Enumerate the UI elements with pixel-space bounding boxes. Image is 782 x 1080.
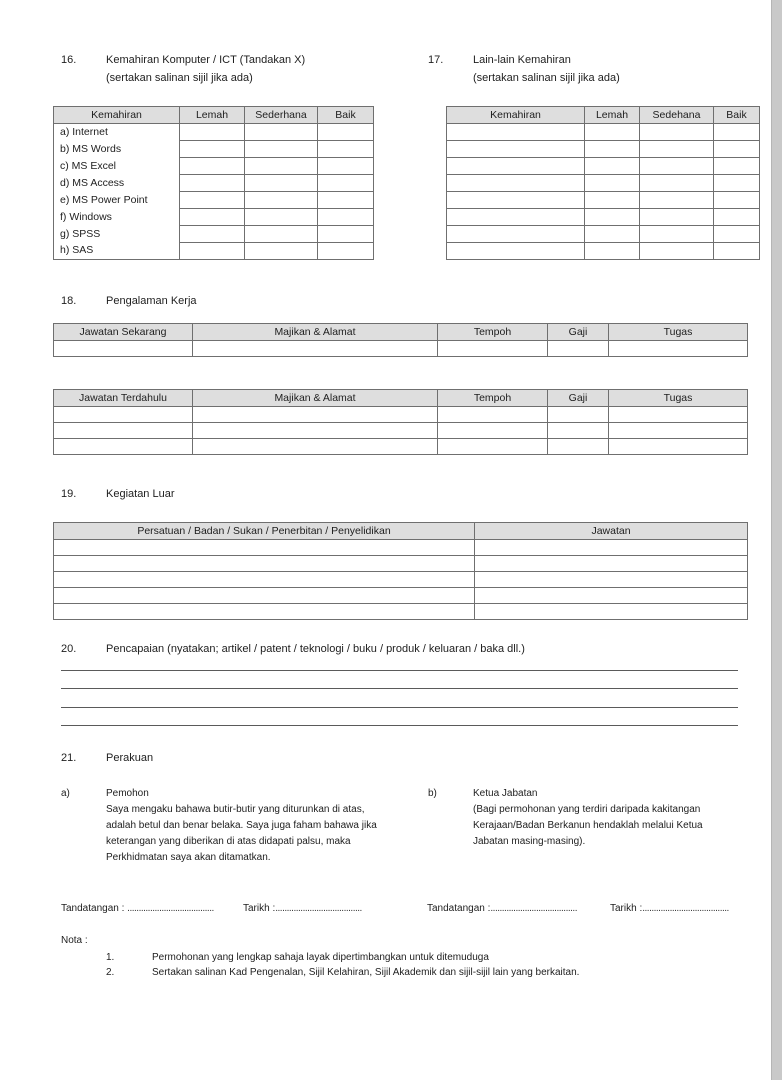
table-cell[interactable] xyxy=(180,209,245,226)
section-16-subtitle: (sertakan salinan sijil jika ada) xyxy=(106,72,253,84)
date-dots: ...................................... xyxy=(275,903,362,914)
table-cell[interactable] xyxy=(548,407,609,423)
activities-table xyxy=(53,522,748,620)
table-cell[interactable] xyxy=(585,124,640,141)
table-cell[interactable] xyxy=(714,209,760,226)
skill-label: d) MS Access xyxy=(54,175,180,192)
table-cell[interactable] xyxy=(609,341,748,357)
date-field-applicant[interactable] xyxy=(243,903,362,914)
column-header: Jawatan xyxy=(475,523,748,540)
current-job-table xyxy=(53,323,748,357)
column-header: Tugas xyxy=(609,324,748,341)
table-header-row xyxy=(54,390,748,407)
table-cell[interactable] xyxy=(180,158,245,175)
date-label: Tarikh : xyxy=(243,903,276,914)
section-16-title: Kemahiran Komputer / ICT (Tandakan X) xyxy=(106,54,306,66)
table-cell[interactable] xyxy=(475,556,748,572)
table-row xyxy=(447,243,760,260)
declaration-b-line: Jabatan masing-masing). xyxy=(473,836,586,847)
table-cell[interactable] xyxy=(640,141,714,158)
column-header: Tempoh xyxy=(438,324,548,341)
table-cell[interactable] xyxy=(714,192,760,209)
previous-job-table xyxy=(53,389,748,455)
signature-dots: ...................................... xyxy=(490,903,577,914)
table-cell[interactable] xyxy=(193,341,438,357)
table-cell[interactable] xyxy=(447,226,585,243)
table-cell[interactable] xyxy=(438,407,548,423)
table-cell[interactable] xyxy=(714,124,760,141)
table-cell[interactable] xyxy=(193,439,438,455)
table-cell[interactable] xyxy=(714,158,760,175)
table-row xyxy=(54,407,748,423)
table-cell[interactable] xyxy=(585,243,640,260)
column-header: Sederhana xyxy=(245,107,318,124)
table-cell[interactable] xyxy=(318,124,374,141)
table-cell[interactable] xyxy=(714,141,760,158)
table-cell[interactable] xyxy=(54,423,193,439)
declaration-b-line: (Bagi permohonan yang terdiri daripada kakitangan xyxy=(473,804,701,815)
table-cell[interactable] xyxy=(54,341,193,357)
table-cell[interactable] xyxy=(180,141,245,158)
table-row xyxy=(54,572,748,588)
table-cell[interactable] xyxy=(640,209,714,226)
declaration-a-line: keterangan yang diberikan di atas didapati palsu, maka xyxy=(106,836,351,847)
table-cell[interactable] xyxy=(438,439,548,455)
table-cell[interactable] xyxy=(245,226,318,243)
column-header: Baik xyxy=(318,107,374,124)
table-cell[interactable] xyxy=(714,175,760,192)
column-header: Gaji xyxy=(548,324,609,341)
table-cell[interactable] xyxy=(609,439,748,455)
table-cell[interactable] xyxy=(54,407,193,423)
table-cell[interactable] xyxy=(318,209,374,226)
signature-label: Tandatangan : xyxy=(61,903,128,914)
date-dots: ...................................... xyxy=(642,903,729,914)
table-row xyxy=(447,192,760,209)
declaration-a-line: Saya mengaku bahawa butir-butir yang diturunkan di atas, xyxy=(106,804,365,815)
table-header-row xyxy=(54,324,748,341)
table-cell[interactable] xyxy=(318,226,374,243)
skill-label: b) MS Words xyxy=(54,141,180,158)
section-18-title: Pengalaman Kerja xyxy=(106,295,197,307)
table-cell[interactable] xyxy=(714,243,760,260)
section-19-number: 19. xyxy=(61,488,77,500)
column-header: Kemahiran xyxy=(54,107,180,124)
table-row xyxy=(54,192,374,209)
declaration-a-heading: Pemohon xyxy=(106,788,149,799)
table-cell[interactable] xyxy=(447,158,585,175)
skill-label: h) SAS xyxy=(54,243,180,260)
table-row xyxy=(447,141,760,158)
achievement-line[interactable] xyxy=(61,670,738,671)
table-header-row xyxy=(54,523,748,540)
column-header: Gaji xyxy=(548,390,609,407)
skill-label: e) MS Power Point xyxy=(54,192,180,209)
declaration-a-marker: a) xyxy=(61,788,70,799)
table-cell[interactable] xyxy=(640,158,714,175)
signature-dots: ...................................... xyxy=(127,903,214,914)
table-row xyxy=(54,243,374,260)
table-cell[interactable] xyxy=(438,423,548,439)
nota-label: Nota : xyxy=(61,935,88,946)
achievement-line[interactable] xyxy=(61,725,738,726)
column-header: Kemahiran xyxy=(447,107,585,124)
table-cell[interactable] xyxy=(318,141,374,158)
table-row xyxy=(54,423,748,439)
table-cell[interactable] xyxy=(447,175,585,192)
table-row xyxy=(54,158,374,175)
table-row xyxy=(54,226,374,243)
table-cell[interactable] xyxy=(640,226,714,243)
achievement-line[interactable] xyxy=(61,707,738,708)
table-row xyxy=(54,604,748,620)
table-cell[interactable] xyxy=(245,175,318,192)
signature-field-applicant[interactable] xyxy=(61,903,214,914)
table-row xyxy=(54,141,374,158)
column-header: Jawatan Sekarang xyxy=(54,324,193,341)
section-21-number: 21. xyxy=(61,752,77,764)
declaration-a-line: Perkhidmatan saya akan ditamatkan. xyxy=(106,852,271,863)
table-row xyxy=(54,341,748,357)
table-cell[interactable] xyxy=(54,572,475,588)
table-cell[interactable] xyxy=(447,192,585,209)
table-cell[interactable] xyxy=(245,124,318,141)
table-cell[interactable] xyxy=(609,407,748,423)
table-cell[interactable] xyxy=(180,192,245,209)
table-cell[interactable] xyxy=(318,175,374,192)
column-header: Tugas xyxy=(609,390,748,407)
column-header: Lemah xyxy=(180,107,245,124)
section-17-number: 17. xyxy=(428,54,444,66)
signature-label: Tandatangan : xyxy=(427,903,491,914)
table-cell[interactable] xyxy=(640,192,714,209)
date-label: Tarikh : xyxy=(610,903,643,914)
table-cell[interactable] xyxy=(54,540,475,556)
column-header: Lemah xyxy=(585,107,640,124)
table-cell[interactable] xyxy=(318,192,374,209)
table-row xyxy=(447,158,760,175)
section-21-title: Perakuan xyxy=(106,752,154,764)
nota-item-number: 1. xyxy=(106,952,115,963)
section-17-title: Lain-lain Kemahiran xyxy=(473,54,571,66)
section-16-number: 16. xyxy=(61,54,77,66)
column-header: Persatuan / Badan / Sukan / Penerbitan / Penyelidikan xyxy=(54,523,475,540)
table-cell[interactable] xyxy=(193,423,438,439)
skill-label: g) SPSS xyxy=(54,226,180,243)
table-row xyxy=(54,439,748,455)
table-row xyxy=(447,175,760,192)
table-cell[interactable] xyxy=(640,243,714,260)
table-cell[interactable] xyxy=(548,439,609,455)
table-cell[interactable] xyxy=(585,209,640,226)
table-cell[interactable] xyxy=(54,556,475,572)
date-field-head[interactable] xyxy=(610,903,729,914)
table-cell[interactable] xyxy=(447,209,585,226)
declaration-b-line: Kerajaan/Badan Berkanun hendaklah melalui Ketua xyxy=(473,820,703,831)
table-cell[interactable] xyxy=(180,175,245,192)
table-cell[interactable] xyxy=(54,588,475,604)
table-row xyxy=(54,540,748,556)
table-cell[interactable] xyxy=(447,243,585,260)
column-header: Tempoh xyxy=(438,390,548,407)
table-cell[interactable] xyxy=(585,175,640,192)
table-cell[interactable] xyxy=(318,243,374,260)
skill-label: f) Windows xyxy=(54,209,180,226)
table-cell[interactable] xyxy=(475,604,748,620)
column-header: Sedehana xyxy=(640,107,714,124)
table-cell[interactable] xyxy=(180,226,245,243)
section-18-number: 18. xyxy=(61,295,77,307)
column-header: Baik xyxy=(714,107,760,124)
table-row xyxy=(54,588,748,604)
declaration-b-marker: b) xyxy=(428,788,437,799)
table-row xyxy=(54,209,374,226)
table-cell[interactable] xyxy=(585,141,640,158)
column-header: Jawatan Terdahulu xyxy=(54,390,193,407)
table-cell[interactable] xyxy=(54,604,475,620)
table-cell[interactable] xyxy=(585,158,640,175)
table-cell[interactable] xyxy=(475,588,748,604)
table-cell[interactable] xyxy=(54,439,193,455)
table-row xyxy=(54,556,748,572)
table-cell[interactable] xyxy=(245,209,318,226)
column-header: Majikan & Alamat xyxy=(193,324,438,341)
table-cell[interactable] xyxy=(475,572,748,588)
section-17-subtitle: (sertakan salinan sijil jika ada) xyxy=(473,72,620,84)
table-cell[interactable] xyxy=(447,124,585,141)
table-cell[interactable] xyxy=(548,423,609,439)
table-cell[interactable] xyxy=(438,341,548,357)
table-cell[interactable] xyxy=(640,175,714,192)
table-cell[interactable] xyxy=(640,124,714,141)
table-cell[interactable] xyxy=(585,226,640,243)
scrollbar[interactable] xyxy=(771,0,782,1080)
skill-label: c) MS Excel xyxy=(54,158,180,175)
table-cell[interactable] xyxy=(714,226,760,243)
table-cell[interactable] xyxy=(548,341,609,357)
other-skills-table xyxy=(446,106,760,260)
table-cell[interactable] xyxy=(318,158,374,175)
table-cell[interactable] xyxy=(447,141,585,158)
table-row xyxy=(447,124,760,141)
nota-item-text: Permohonan yang lengkap sahaja layak dipertimbangkan untuk ditemuduga xyxy=(152,952,489,963)
table-cell[interactable] xyxy=(193,407,438,423)
skill-label: a) Internet xyxy=(54,124,180,141)
table-cell[interactable] xyxy=(245,243,318,260)
table-cell[interactable] xyxy=(475,540,748,556)
table-cell[interactable] xyxy=(609,423,748,439)
table-cell[interactable] xyxy=(585,192,640,209)
column-header: Majikan & Alamat xyxy=(193,390,438,407)
table-cell[interactable] xyxy=(180,243,245,260)
section-20-number: 20. xyxy=(61,643,77,655)
table-header-row xyxy=(54,107,374,124)
nota-item-text: Sertakan salinan Kad Pengenalan, Sijil Kelahiran, Sijil Akademik dan sijil-sijil lain yang berkaitan. xyxy=(152,967,580,978)
table-header-row xyxy=(447,107,760,124)
declaration-a-line: adalah betul dan benar belaka. Saya juga faham bahawa jika xyxy=(106,820,377,831)
table-row xyxy=(447,209,760,226)
signature-field-head[interactable] xyxy=(427,903,577,914)
table-row xyxy=(54,175,374,192)
table-cell[interactable] xyxy=(245,158,318,175)
table-cell[interactable] xyxy=(245,141,318,158)
achievement-line[interactable] xyxy=(61,688,738,689)
declaration-b-heading: Ketua Jabatan xyxy=(473,788,538,799)
section-20-title: Pencapaian (nyatakan; artikel / patent / teknologi / buku / produk / keluaran / baka dll.) xyxy=(106,643,525,655)
section-19-title: Kegiatan Luar xyxy=(106,488,175,500)
table-row xyxy=(54,124,374,141)
table-cell[interactable] xyxy=(245,192,318,209)
table-cell[interactable] xyxy=(180,124,245,141)
table-row xyxy=(447,226,760,243)
computer-skills-table xyxy=(53,106,374,260)
nota-item-number: 2. xyxy=(106,967,115,978)
